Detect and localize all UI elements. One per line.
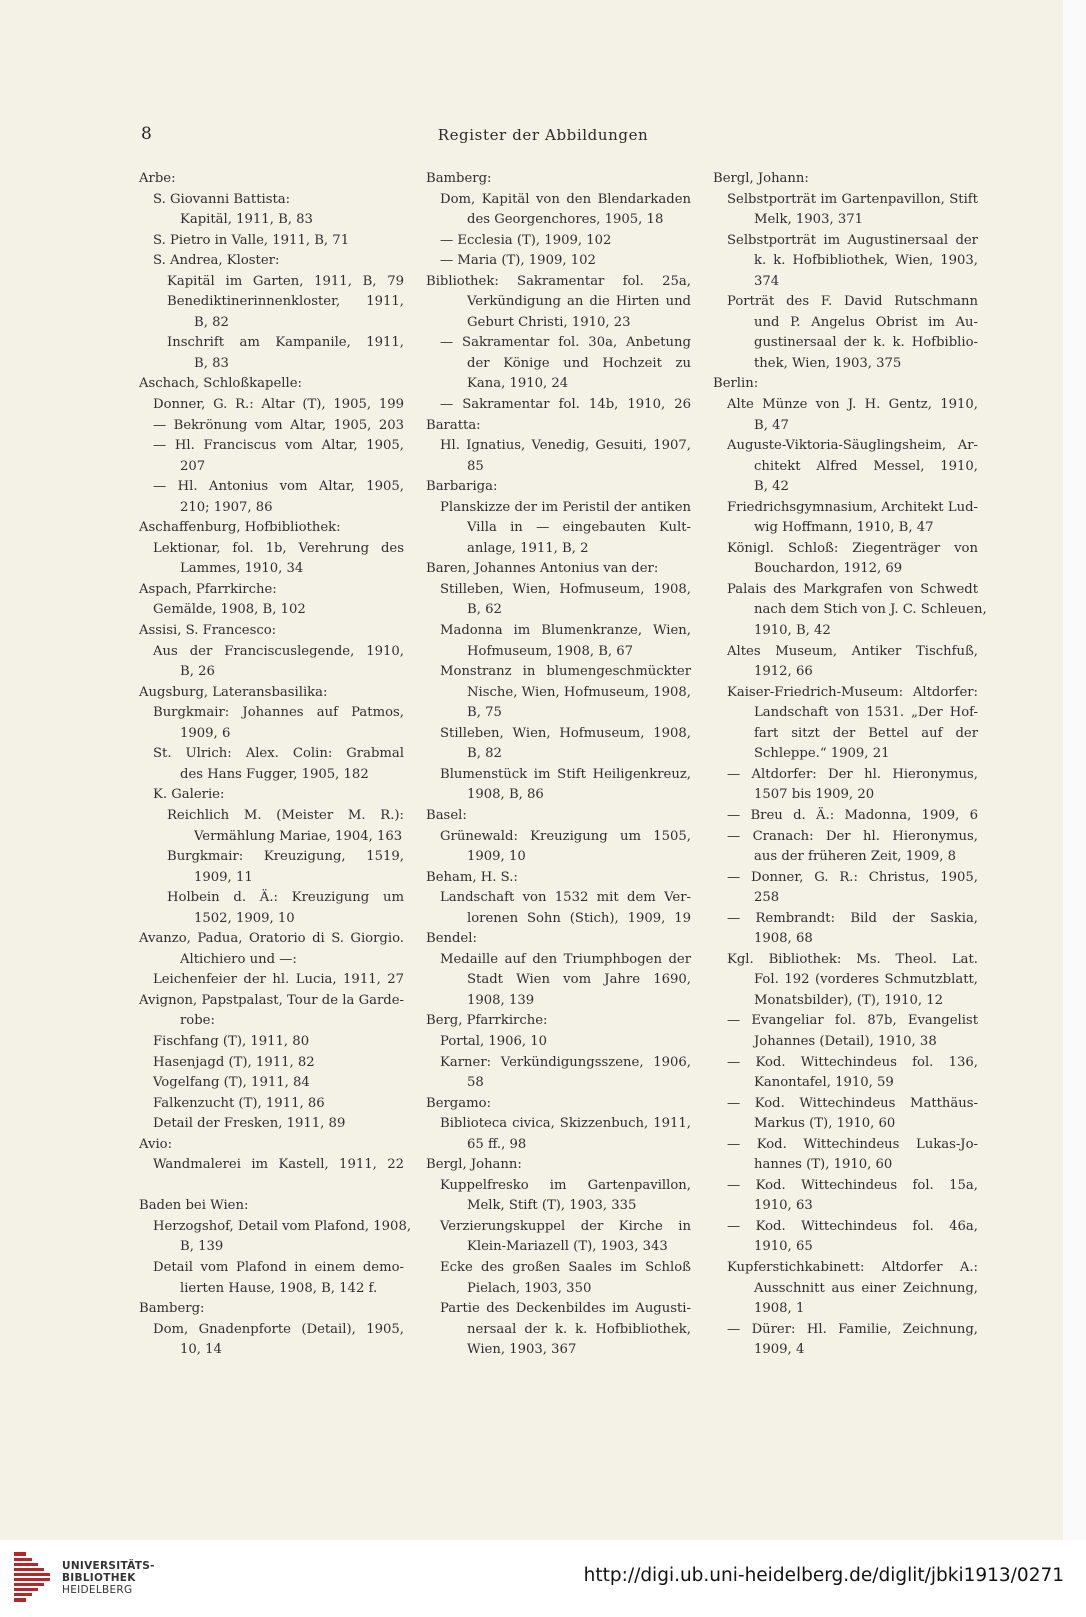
index-line: Lektionar, fol. 1b, Verehrung des bbox=[153, 540, 404, 556]
index-line: B, 83 bbox=[194, 355, 229, 371]
index-line: — Hl. Franciscus vom Altar, 1905, bbox=[153, 438, 404, 454]
index-line: — Kod. Wittechindeus Matthäus- bbox=[727, 1095, 978, 1111]
library-name-line2: BIBLIOTHEK bbox=[62, 1572, 136, 1584]
index-line: Baden bei Wien: bbox=[139, 1198, 249, 1214]
index-line: Herzogshof, Detail vom Plafond, 1908, bbox=[153, 1218, 412, 1234]
library-name-line1: UNIVERSITÄTS- bbox=[62, 1560, 155, 1572]
index-line: 1909, 6 bbox=[180, 725, 231, 741]
index-line: Melk, 1903, 371 bbox=[754, 212, 864, 228]
index-line: Stadt Wien vom Jahre 1690, bbox=[467, 972, 691, 988]
index-line: Bouchardon, 1912, 69 bbox=[754, 561, 903, 577]
index-line: Falkenzucht (T), 1911, 86 bbox=[153, 1095, 325, 1111]
index-line bbox=[139, 1176, 404, 1197]
index-line: — Bekrönung vom Altar, 1905, 203 bbox=[153, 417, 404, 433]
index-line: nach dem Stich von J. C. Schleuen, bbox=[754, 602, 987, 618]
index-line: Kana, 1910, 24 bbox=[467, 376, 569, 392]
index-line: Dom, Gnadenpforte (Detail), 1905, bbox=[153, 1321, 404, 1337]
index-line: Gemälde, 1908, B, 102 bbox=[153, 602, 306, 618]
index-line: Karner: Verkündigungsszene, 1906, bbox=[440, 1054, 691, 1070]
index-line: Bergl, Johann: bbox=[426, 1157, 522, 1173]
index-line: Assisi, S. Francesco: bbox=[139, 623, 277, 639]
index-line: Kanontafel, 1910, 59 bbox=[754, 1075, 894, 1091]
index-line: Bergl, Johann: bbox=[713, 171, 809, 186]
index-line: Inschrift am Kampanile, 1911, bbox=[167, 335, 404, 351]
index-line: Bamberg: bbox=[139, 1301, 205, 1317]
index-line: Donner, G. R.: Altar (T), 1905, 199 bbox=[153, 397, 404, 413]
index-line: hannes (T), 1910, 60 bbox=[754, 1157, 893, 1173]
index-line: Bendel: bbox=[426, 931, 477, 947]
index-line: Ausschnitt aus einer Zeichnung, bbox=[754, 1280, 978, 1296]
index-line: Burgkmair: Kreuzigung, 1519, bbox=[167, 849, 404, 865]
index-column-2 bbox=[426, 169, 691, 1361]
index-line: 1909, 11 bbox=[194, 869, 253, 885]
index-line: Kupferstichkabinett: Altdorfer A.: bbox=[727, 1259, 978, 1275]
index-line: Augsburg, Lateransbasilika: bbox=[139, 684, 328, 700]
index-line: anlage, 1911, B, 2 bbox=[467, 540, 589, 556]
index-line: B, 82 bbox=[194, 314, 229, 330]
index-line: 10, 14 bbox=[180, 1342, 222, 1358]
index-line: Beham, H. S.: bbox=[426, 869, 518, 885]
index-line: Partie des Deckenbildes im Augusti- bbox=[440, 1301, 691, 1317]
index-line: 85 bbox=[467, 458, 484, 474]
index-line: — Ecclesia (T), 1909, 102 bbox=[440, 232, 612, 248]
index-line: 1908, 68 bbox=[754, 931, 813, 947]
index-line: Kapitäl, 1911, B, 83 bbox=[180, 212, 313, 228]
index-line: Selbstporträt im Augustinersaal der bbox=[727, 232, 978, 248]
index-line: Bergamo: bbox=[426, 1095, 491, 1111]
index-line: — Maria (T), 1909, 102 bbox=[440, 253, 596, 269]
index-line: Basel: bbox=[426, 807, 467, 823]
index-line: Detail der Fresken, 1911, 89 bbox=[153, 1116, 346, 1132]
index-line: B, 82 bbox=[467, 746, 502, 762]
index-line: Palais des Markgrafen von Schwedt bbox=[727, 581, 978, 597]
index-line: Leichenfeier der hl. Lucia, 1911, 27 bbox=[153, 972, 404, 988]
index-line: Verkündigung an die Hirten und bbox=[467, 294, 691, 310]
index-line: — Donner, G. R.: Christus, 1905, bbox=[727, 869, 978, 885]
index-line: Berg, Pfarrkirche: bbox=[426, 1013, 548, 1029]
index-line: nersaal der k. k. Hofbibliothek, bbox=[467, 1321, 691, 1337]
index-line: Bamberg: bbox=[426, 171, 492, 186]
index-line: der Könige und Hochzeit zu bbox=[467, 355, 691, 371]
index-line: Reichlich M. (Meister M. R.): bbox=[167, 807, 404, 823]
index-line: Melk, Stift (T), 1903, 335 bbox=[467, 1198, 637, 1214]
library-name-line3: HEIDELBERG bbox=[62, 1584, 133, 1596]
index-line: Selbstporträt im Gartenpavillon, Stift bbox=[727, 191, 978, 207]
index-line: 1507 bis 1909, 20 bbox=[754, 787, 875, 803]
index-line: Wandmalerei im Kastell, 1911, 22 bbox=[153, 1157, 404, 1173]
index-line: — Breu d. Ä.: Madonna, 1909, 6 bbox=[727, 807, 978, 823]
index-line: Wien, 1903, 367 bbox=[467, 1342, 577, 1358]
index-line: Avio: bbox=[139, 1136, 173, 1152]
index-line: Barbariga: bbox=[426, 479, 498, 495]
index-line: chitekt Alfred Messel, 1910, bbox=[754, 458, 978, 474]
index-line: Hasenjagd (T), 1911, 82 bbox=[153, 1054, 315, 1070]
index-line: B, 75 bbox=[467, 705, 502, 721]
index-line: Detail vom Plafond in einem demo- bbox=[153, 1259, 404, 1275]
index-line: Kaiser-Friedrich-Museum: Altdorfer: bbox=[727, 684, 978, 700]
index-line: Monatsbilder), (T), 1910, 12 bbox=[754, 992, 944, 1008]
index-line: Hofmuseum, 1908, B, 67 bbox=[467, 643, 634, 659]
index-line: B, 62 bbox=[467, 602, 502, 618]
index-line: Fol. 192 (vorderes Schmutzblatt, bbox=[754, 972, 978, 988]
index-line: Landschaft von 1532 mit dem Ver- bbox=[440, 890, 691, 906]
index-line: 207 bbox=[180, 458, 206, 474]
index-line: Verzierungskuppel der Kirche in bbox=[440, 1218, 691, 1234]
index-line: des Georgenchores, 1905, 18 bbox=[467, 212, 664, 228]
index-line: — Hl. Antonius vom Altar, 1905, bbox=[153, 479, 404, 495]
index-column-1 bbox=[139, 169, 412, 1361]
index-line: Porträt des F. David Rutschmann bbox=[727, 294, 978, 310]
index-column-3 bbox=[713, 169, 987, 1361]
index-line: S. Andrea, Kloster: bbox=[153, 253, 280, 269]
index-line: — Kod. Wittechindeus fol. 46a, bbox=[727, 1218, 978, 1234]
index-line: Fischfang (T), 1911, 80 bbox=[153, 1033, 310, 1049]
index-line: 1908, 139 bbox=[467, 992, 535, 1008]
index-line: S. Giovanni Battista: bbox=[153, 191, 291, 207]
index-line: Markus (T), 1910, 60 bbox=[754, 1116, 896, 1132]
index-line: Aspach, Pfarrkirche: bbox=[139, 581, 277, 597]
index-line: Portal, 1906, 10 bbox=[440, 1033, 548, 1049]
index-line: — Rembrandt: Bild der Saskia, bbox=[727, 910, 978, 926]
index-line: — Sakramentar fol. 14b, 1910, 26 bbox=[440, 397, 691, 413]
library-name bbox=[62, 1560, 155, 1596]
index-line: Nische, Wien, Hofmuseum, 1908, bbox=[467, 684, 691, 700]
index-line: 374 bbox=[754, 273, 780, 289]
index-line: 1910, 65 bbox=[754, 1239, 813, 1255]
index-line: Arbe: bbox=[139, 171, 176, 186]
index-line: Lammes, 1910, 34 bbox=[180, 561, 304, 577]
scan-margin bbox=[1063, 0, 1086, 1540]
index-line: Vermählung Mariae, 1904, 163 bbox=[194, 828, 403, 844]
index-line: Klein-Mariazell (T), 1903, 343 bbox=[467, 1239, 668, 1255]
index-line: Schleppe.“ 1909, 21 bbox=[754, 746, 890, 762]
index-line: Aschaffenburg, Hofbibliothek: bbox=[139, 520, 341, 536]
index-line: Monstranz in blumengeschmückter bbox=[440, 664, 691, 680]
index-line: Bibliothek: Sakramentar fol. 25a, bbox=[426, 273, 691, 289]
index-line: Berlin: bbox=[713, 376, 759, 392]
index-line: aus der früheren Zeit, 1909, 8 bbox=[754, 849, 957, 865]
index-line: Altichiero und —: bbox=[180, 951, 297, 967]
index-line: Madonna im Blumenkranze, Wien, bbox=[440, 623, 691, 639]
index-line: Benediktinerinnenkloster, 1911, bbox=[167, 294, 404, 310]
index-line: — Altdorfer: Der hl. Hieronymus, bbox=[727, 766, 978, 782]
index-line: Planskizze der im Peristil der antiken bbox=[440, 499, 691, 515]
index-line: — Dürer: Hl. Familie, Zeichnung, bbox=[727, 1321, 978, 1337]
index-line: k. k. Hofbibliothek, Wien, 1903, bbox=[754, 253, 978, 269]
index-line: 65 ff., 98 bbox=[467, 1136, 527, 1152]
index-line: Baratta: bbox=[426, 417, 481, 433]
index-line: — Kod. Wittechindeus fol. 15a, bbox=[727, 1177, 978, 1193]
index-line: Kuppelfresko im Gartenpavillon, bbox=[440, 1177, 691, 1193]
index-line: Kgl. Bibliothek: Ms. Theol. Lat. bbox=[727, 951, 978, 967]
index-line: Blumenstück im Stift Heiligenkreuz, bbox=[440, 766, 691, 782]
index-line: Grünewald: Kreuzigung um 1505, bbox=[440, 828, 691, 844]
index-line: lierten Hause, 1908, B, 142 f. bbox=[180, 1280, 378, 1296]
index-line: Johannes (Detail), 1910, 38 bbox=[754, 1033, 937, 1049]
running-title: Register der Abbildungen bbox=[437, 126, 649, 144]
source-url-link[interactable]: http://digi.ub.uni-heidelberg.de/diglit/jbki1913/0271 bbox=[583, 1565, 1064, 1586]
index-line: 1909, 10 bbox=[467, 849, 526, 865]
index-line: 258 bbox=[754, 890, 780, 906]
index-line: Baren, Johannes Antonius van der: bbox=[426, 561, 659, 577]
index-line: 1909, 4 bbox=[754, 1342, 805, 1358]
index-line: Kapitäl im Garten, 1911, B, 79 bbox=[167, 273, 404, 289]
index-line: K. Galerie: bbox=[153, 787, 225, 803]
index-line: — Kod. Wittechindeus fol. 136, bbox=[727, 1054, 978, 1070]
index-line: 1908, 1 bbox=[754, 1301, 805, 1317]
index-line: thek, Wien, 1903, 375 bbox=[754, 355, 902, 371]
index-line: Königl. Schloß: Ziegenträger von bbox=[727, 540, 978, 556]
index-line: B, 47 bbox=[754, 417, 789, 433]
index-line: — Cranach: Der hl. Hieronymus, bbox=[727, 828, 978, 844]
index-line: 1910, B, 42 bbox=[754, 623, 831, 639]
index-line: Geburt Christi, 1910, 23 bbox=[467, 314, 631, 330]
index-line: Aschach, Schloßkapelle: bbox=[139, 376, 302, 392]
index-line: Ecke des großen Saales im Schloß bbox=[440, 1259, 691, 1275]
index-line: Vogelfang (T), 1911, 84 bbox=[153, 1075, 310, 1091]
index-line: 1908, B, 86 bbox=[467, 787, 544, 803]
index-line: Stilleben, Wien, Hofmuseum, 1908, bbox=[440, 581, 691, 597]
index-line: Altes Museum, Antiker Tischfuß, bbox=[727, 643, 978, 659]
index-line: Medaille auf den Triumphbogen der bbox=[440, 951, 691, 967]
index-line: des Hans Fugger, 1905, 182 bbox=[180, 766, 369, 782]
index-line: Hl. Ignatius, Venedig, Gesuiti, 1907, bbox=[440, 438, 691, 454]
index-line: Alte Münze von J. H. Gentz, 1910, bbox=[727, 397, 978, 413]
index-line: gustinersaal der k. k. Hofbiblio- bbox=[754, 335, 978, 351]
index-line: wig Hoffmann, 1910, B, 47 bbox=[754, 520, 934, 536]
page-number: 8 bbox=[141, 124, 152, 144]
index-line: Pielach, 1903, 350 bbox=[467, 1280, 592, 1296]
index-line: B, 26 bbox=[180, 664, 215, 680]
index-line: — Evangeliar fol. 87b, Evangelist bbox=[727, 1013, 978, 1029]
index-line: — Sakramentar fol. 30a, Anbetung bbox=[440, 335, 691, 351]
index-line: lorenen Sohn (Stich), 1909, 19 bbox=[467, 910, 691, 926]
index-line: Dom, Kapitäl von den Blendarkaden bbox=[440, 191, 691, 207]
index-line: Auguste-Viktoria-Säuglingsheim, Ar- bbox=[727, 438, 978, 454]
index-line: Biblioteca civica, Skizzenbuch, 1911, bbox=[440, 1116, 691, 1132]
index-line: B, 42 bbox=[754, 479, 789, 495]
index-line: Avanzo, Padua, Oratorio di S. Giorgio. bbox=[139, 931, 404, 947]
index-line: Holbein d. Ä.: Kreuzigung um bbox=[167, 890, 404, 906]
index-line: Landschaft von 1531. „Der Hof- bbox=[754, 705, 978, 721]
index-line: Burgkmair: Johannes auf Patmos, bbox=[153, 705, 404, 721]
index-line: 1910, 63 bbox=[754, 1198, 813, 1214]
index-line: — Kod. Wittechindeus Lukas-Jo- bbox=[727, 1136, 978, 1152]
index-line: Villa in — eingebauten Kult- bbox=[467, 520, 691, 536]
index-line: St. Ulrich: Alex. Colin: Grabmal bbox=[153, 746, 404, 762]
index-line: Friedrichsgymnasium, Architekt Lud- bbox=[727, 499, 978, 515]
index-line: 1912, 66 bbox=[754, 664, 813, 680]
index-line: Stilleben, Wien, Hofmuseum, 1908, bbox=[440, 725, 691, 741]
index-line: Avignon, Papstpalast, Tour de la Garde- bbox=[139, 992, 404, 1008]
library-logo-icon bbox=[12, 1548, 56, 1608]
index-line: B, 139 bbox=[180, 1239, 224, 1255]
index-line: 58 bbox=[467, 1075, 484, 1091]
index-line: 210; 1907, 86 bbox=[180, 499, 273, 515]
index-line: robe: bbox=[180, 1013, 215, 1029]
index-line: Aus der Franciscuslegende, 1910, bbox=[153, 643, 404, 659]
index-line: S. Pietro in Valle, 1911, B, 71 bbox=[153, 232, 350, 248]
index-line: fart sitzt der Bettel auf der bbox=[754, 725, 978, 741]
index-line: 1502, 1909, 10 bbox=[194, 910, 295, 926]
index-line: und P. Angelus Obrist im Au- bbox=[754, 314, 978, 330]
